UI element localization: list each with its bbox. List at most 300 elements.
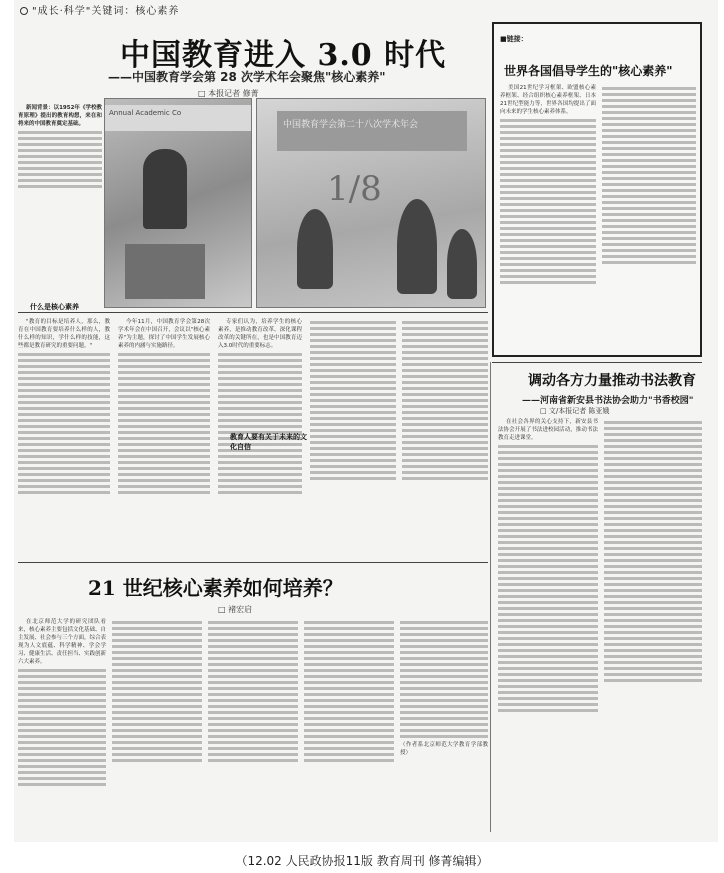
text-line [118,353,210,356]
text-line [498,475,598,478]
article-column [118,318,210,558]
text-line [118,365,210,368]
text-line [112,747,202,750]
text-line [112,681,202,684]
article2-column [304,618,394,828]
sidebar-title: 世界各国倡导学生的"核心素养" [504,64,673,78]
text-line [400,669,488,672]
text-line [118,479,210,482]
text-line [602,117,696,120]
text-line [400,729,488,732]
text-line [500,119,596,122]
text-line [498,517,598,520]
text-line [310,375,396,378]
text-line [118,413,210,416]
text-line [400,633,488,636]
text-line [18,485,110,488]
text-line [602,255,696,258]
text-line [310,411,396,414]
text-line [112,675,202,678]
text-line [208,675,298,678]
text-line [208,711,298,714]
text-line [112,687,202,690]
text-line [304,705,394,708]
text-line [400,621,488,624]
text-line [498,643,598,646]
text-line [604,679,702,682]
text-line [498,625,598,628]
text-line [18,359,110,362]
text-line [218,395,302,398]
text-line [602,231,696,234]
text-line [310,387,396,390]
text-line [498,559,598,562]
article2-body: 在北京师范大学的研究团队看来，核心素养主要包括文化基础、自主发展、社会参与三个方面，综合表现为人文底蕴、科学精神、学会学习、健康生活、责任担当、实践创新六大素养。 [18,619,106,665]
text-line [208,645,298,648]
text-line [310,345,396,348]
text-line [402,375,488,378]
text-line [402,441,488,444]
text-line [310,459,396,462]
text-line [18,371,110,374]
text-line [218,389,302,392]
text-line [218,455,302,458]
text-line [310,405,396,408]
text-line [118,485,210,488]
text-line [18,735,106,738]
text-line [218,383,302,386]
text-line [304,699,394,702]
section-divider [492,362,702,363]
text-line [304,627,394,630]
text-line [18,753,106,756]
text-line [112,627,202,630]
text-line [118,407,210,410]
article3-subheadline: ——河南省新安县书法协会助力"书香校园" [522,396,694,406]
text-line [400,651,488,654]
text-line [310,477,396,480]
article3-column [498,418,598,813]
text-line [604,421,702,424]
text-line [402,477,488,480]
text-line [18,455,110,458]
text-line [602,87,696,90]
main-subheadline: ——中国教育学会第 28 次学术年会聚焦"核心素养" [108,70,386,84]
text-line [118,419,210,422]
text-line [400,645,488,648]
text-line [500,221,596,224]
text-line [604,607,702,610]
main-byline: □ 本报记者 修菁 [198,89,259,98]
text-line [604,487,702,490]
text-line [400,657,488,660]
text-line [112,651,202,654]
text-line [310,333,396,336]
text-line [218,377,302,380]
text-line [208,657,298,660]
text-line [604,511,702,514]
text-line [604,457,702,460]
text-line [402,321,488,324]
text-line [500,209,596,212]
text-line [310,363,396,366]
text-line [498,601,598,604]
text-line [218,365,302,368]
text-line [118,401,210,404]
text-line [498,553,598,556]
text-line [400,639,488,642]
text-line [500,185,596,188]
body-paragraph: 今年11月，中国教育学会第28次学术年会在中国召开，会议以"核心素养"为主题，探讨了中国学生发展核心素养的内涵与实施路径。 [118,319,210,349]
text-line [498,685,598,688]
text-line [218,461,302,464]
text-line [304,741,394,744]
text-line [402,423,488,426]
speaker-figure [143,149,187,229]
text-line [498,463,598,466]
text-line [18,777,106,780]
text-line [498,595,598,598]
text-line [498,457,598,460]
text-line [500,227,596,230]
text-line [208,669,298,672]
text-line [604,565,702,568]
text-line [602,159,696,162]
text-line [604,445,702,448]
text-line [602,225,696,228]
column-header [20,2,179,17]
text-line [18,729,106,732]
text-line [604,427,702,430]
text-line [18,383,110,386]
text-line [310,357,396,360]
text-line [500,179,596,182]
text-line [604,637,702,640]
text-line [112,633,202,636]
text-line [218,401,302,404]
text-line [304,639,394,642]
text-line [304,663,394,666]
text-line [402,333,488,336]
text-line [112,693,202,696]
text-line [118,443,210,446]
text-line [498,709,598,712]
text-line [604,547,702,550]
text-line [18,443,110,446]
text-line [400,663,488,666]
text-line [602,111,696,114]
text-line [208,621,298,624]
lead-paragraph: 新闻背景：以1952年《学校教育原理》提出的教育构想，来在和将来的中国教育奠定基础。 [18,105,102,127]
text-line [604,529,702,532]
text-line [208,705,298,708]
text-line [218,479,302,482]
text-line [218,473,302,476]
article-column [310,318,396,558]
text-line [402,459,488,462]
section-divider [18,312,488,313]
text-line [602,165,696,168]
text-line [18,771,106,774]
text-line [604,481,702,484]
text-line [498,565,598,568]
text-line [112,741,202,744]
text-line [498,547,598,550]
text-line [498,697,598,700]
text-line [500,155,596,158]
text-line [602,171,696,174]
text-line [604,571,702,574]
text-line [18,173,102,176]
text-line [218,413,302,416]
text-line [602,147,696,150]
text-line [500,263,596,266]
text-line [18,401,110,404]
text-line [498,637,598,640]
text-line [604,667,702,670]
text-line [604,601,702,604]
text-line [18,413,110,416]
text-line [112,657,202,660]
text-line [402,471,488,474]
text-line [500,161,596,164]
text-line [498,529,598,532]
text-line [604,619,702,622]
text-line [498,667,598,670]
text-line [310,465,396,468]
text-line [402,465,488,468]
text-line [112,621,202,624]
text-line [18,407,110,410]
podium [125,244,205,299]
text-line [402,393,488,396]
text-line [402,417,488,420]
article2-column [112,618,202,828]
conference-photo [256,98,486,308]
text-line [310,417,396,420]
text-line [500,251,596,254]
text-line [18,741,106,744]
article-column [402,318,488,558]
text-line [400,681,488,684]
sidebar-body: 美国21世纪学习框架、欧盟核心素养框架、经合组织核心素养框架、日本21世纪型能力等，世界各国均提出了面向未来的学生核心素养体系。 [500,85,596,115]
text-line [498,577,598,580]
text-line [498,445,598,448]
text-line [18,681,106,684]
sidebar-column [602,84,696,350]
text-line [208,747,298,750]
text-line [18,425,110,428]
text-line [602,207,696,210]
text-line [402,387,488,390]
text-line [402,411,488,414]
text-line [602,123,696,126]
text-line [118,431,210,434]
text-line [402,369,488,372]
text-line [304,693,394,696]
text-line [310,471,396,474]
text-line [402,381,488,384]
text-line [310,435,396,438]
text-line [602,219,696,222]
text-line [18,669,106,672]
text-line [500,131,596,134]
text-line [402,447,488,450]
text-line [602,201,696,204]
text-line [498,613,598,616]
text-line [310,423,396,426]
text-line [18,143,102,146]
text-line [18,377,110,380]
text-line [304,675,394,678]
text-line [400,705,488,708]
text-line [310,327,396,330]
text-line [498,661,598,664]
text-line [498,583,598,586]
article3-body: 在社会各界的关心支持下，新安县书法协会开展了书法进校园活动，推动书法教育走进课堂。 [498,419,598,441]
text-line [602,93,696,96]
text-line [310,381,396,384]
text-line [604,577,702,580]
text-line [304,723,394,726]
article3-byline: □ 文/本报记者 陈亚娥 [540,407,610,415]
text-line [112,735,202,738]
text-line [604,595,702,598]
text-line [602,153,696,156]
text-line [18,419,110,422]
text-line [402,453,488,456]
text-line [400,717,488,720]
text-line [218,407,302,410]
text-line [604,589,702,592]
text-line [304,681,394,684]
text-line [498,493,598,496]
text-line [402,405,488,408]
text-line [208,735,298,738]
text-line [218,491,302,494]
text-line [400,723,488,726]
text-line [604,553,702,556]
text-line [604,673,702,676]
text-line [602,195,696,198]
text-line [18,675,106,678]
text-line [208,687,298,690]
text-line [18,365,110,368]
text-line [498,469,598,472]
text-line [310,429,396,432]
text-line [208,627,298,630]
text-line [310,447,396,450]
text-line [402,429,488,432]
text-line [112,723,202,726]
text-line [498,631,598,634]
text-line [304,645,394,648]
article2-headline: 21 世纪核心素养如何培养？ [88,576,343,600]
text-line [208,729,298,732]
text-line [402,357,488,360]
text-line [304,759,394,762]
text-line [310,339,396,342]
text-line [218,359,302,362]
text-line [310,321,396,324]
text-line [18,711,106,714]
text-line [498,451,598,454]
text-line [208,633,298,636]
text-line [112,645,202,648]
text-line [310,351,396,354]
text-line [500,143,596,146]
body-paragraph: "教育的目标是培养人，那么，教育在中国教育要培养什么样的人，教什么样的知识，学什么样的技能，这些都是教育研究的重要问题。" [18,319,110,349]
text-line [118,437,210,440]
text-line [18,431,110,434]
text-line [498,679,598,682]
text-line [304,747,394,750]
text-line [208,759,298,762]
text-line [218,467,302,470]
text-line [18,473,110,476]
text-line [118,371,210,374]
text-line [500,245,596,248]
text-line [310,393,396,396]
article2-byline: □ 褚宏启 [218,605,253,614]
text-line [604,625,702,628]
text-line [500,257,596,260]
text-line [498,703,598,706]
text-line [400,627,488,630]
text-line [218,425,302,428]
text-line [304,633,394,636]
text-line [304,711,394,714]
text-line [118,467,210,470]
text-line [604,433,702,436]
text-line [208,723,298,726]
text-line [402,327,488,330]
text-line [208,651,298,654]
text-line [18,185,102,188]
text-line [208,741,298,744]
text-line [208,753,298,756]
attendee-figure [397,199,437,294]
text-line [112,669,202,672]
text-line [112,663,202,666]
text-line [310,399,396,402]
text-line [18,687,106,690]
text-line [18,131,102,134]
text-line [604,535,702,538]
text-line [498,523,598,526]
text-line [112,717,202,720]
text-line [602,243,696,246]
text-line [218,353,302,356]
text-line [18,467,110,470]
text-line [18,149,102,152]
text-line [602,237,696,240]
text-line [498,481,598,484]
text-line [400,675,488,678]
text-line [18,461,110,464]
text-line [304,669,394,672]
text-line [498,691,598,694]
text-line [118,377,210,380]
section-heading-2: 教育人要有关于未来的文化自信 [230,433,307,451]
text-line [118,461,210,464]
text-line [208,717,298,720]
attendee-figure [297,209,333,289]
text-line [604,613,702,616]
text-line [18,479,110,482]
text-line [498,499,598,502]
text-line [112,705,202,708]
